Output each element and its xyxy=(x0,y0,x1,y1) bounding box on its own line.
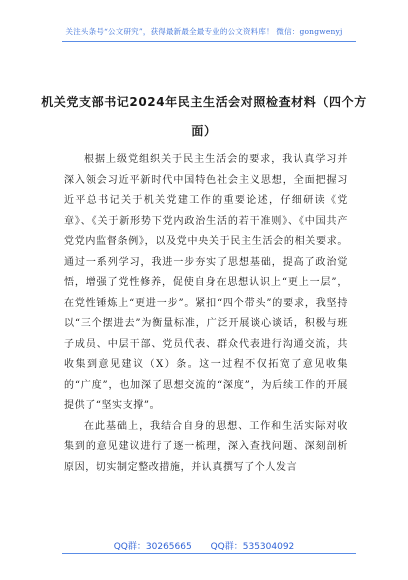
header-divider xyxy=(62,41,356,42)
body-paragraph-1: 根据上级党组织关于民主生活会的要求，我认真学习并深入领会习近平新时代中国特色社会主义思想，全面把握习近平总书记关于机关党建工作的重要论述，仔细研读《党章》、《关于新形势下党内政治生活的若干准则》、《中国共产党党内监督条例》，以及党中央关于民主生活会的相关要求。通过一系列学习，我进一步夯实了思想基础，提高了政治觉悟，增强了党性修养，促使自身在思想认识上“更上一层”，在党性锤炼上“更进一步”。紧扣“四个带头”的要求，我坚持以“三个摆进去”为衡量标准，广泛开展谈心谈话，积极与班子成员、中层干部、党员代表、群众代表进行沟通交流，共收集到意见建议（X）条。这一过程不仅拓宽了意见收集的“广度”，也加深了思想交流的“深度”，为后续工作的开展提供了“坚实支撑”。 xyxy=(64,154,348,411)
footer-qq-group-1: QQ群：30265665 xyxy=(113,542,192,552)
document-body xyxy=(64,150,348,478)
body-paragraph-2: 在此基础上，我结合自身的思想、工作和生活实际对收集到的意见建议进行了逐一梳理，深入查找问题、深刻剖析原因，切实制定整改措施，并认真撰写了个人发言 xyxy=(64,420,348,473)
footer-qq-group-2: QQ群：535304092 xyxy=(210,542,295,552)
footer-divider xyxy=(62,553,356,554)
document-title-line-1: 机关党支部书记2024年民主生活会对照检查材料（四个方 xyxy=(41,95,367,109)
footer-contact xyxy=(0,539,408,552)
header-promo-note: 关注头条号“公文研究”，获得最新最全最专业的公文资料库！ 微信：gongwenyj xyxy=(65,27,343,36)
document-title-line-2: 面） xyxy=(191,124,217,138)
